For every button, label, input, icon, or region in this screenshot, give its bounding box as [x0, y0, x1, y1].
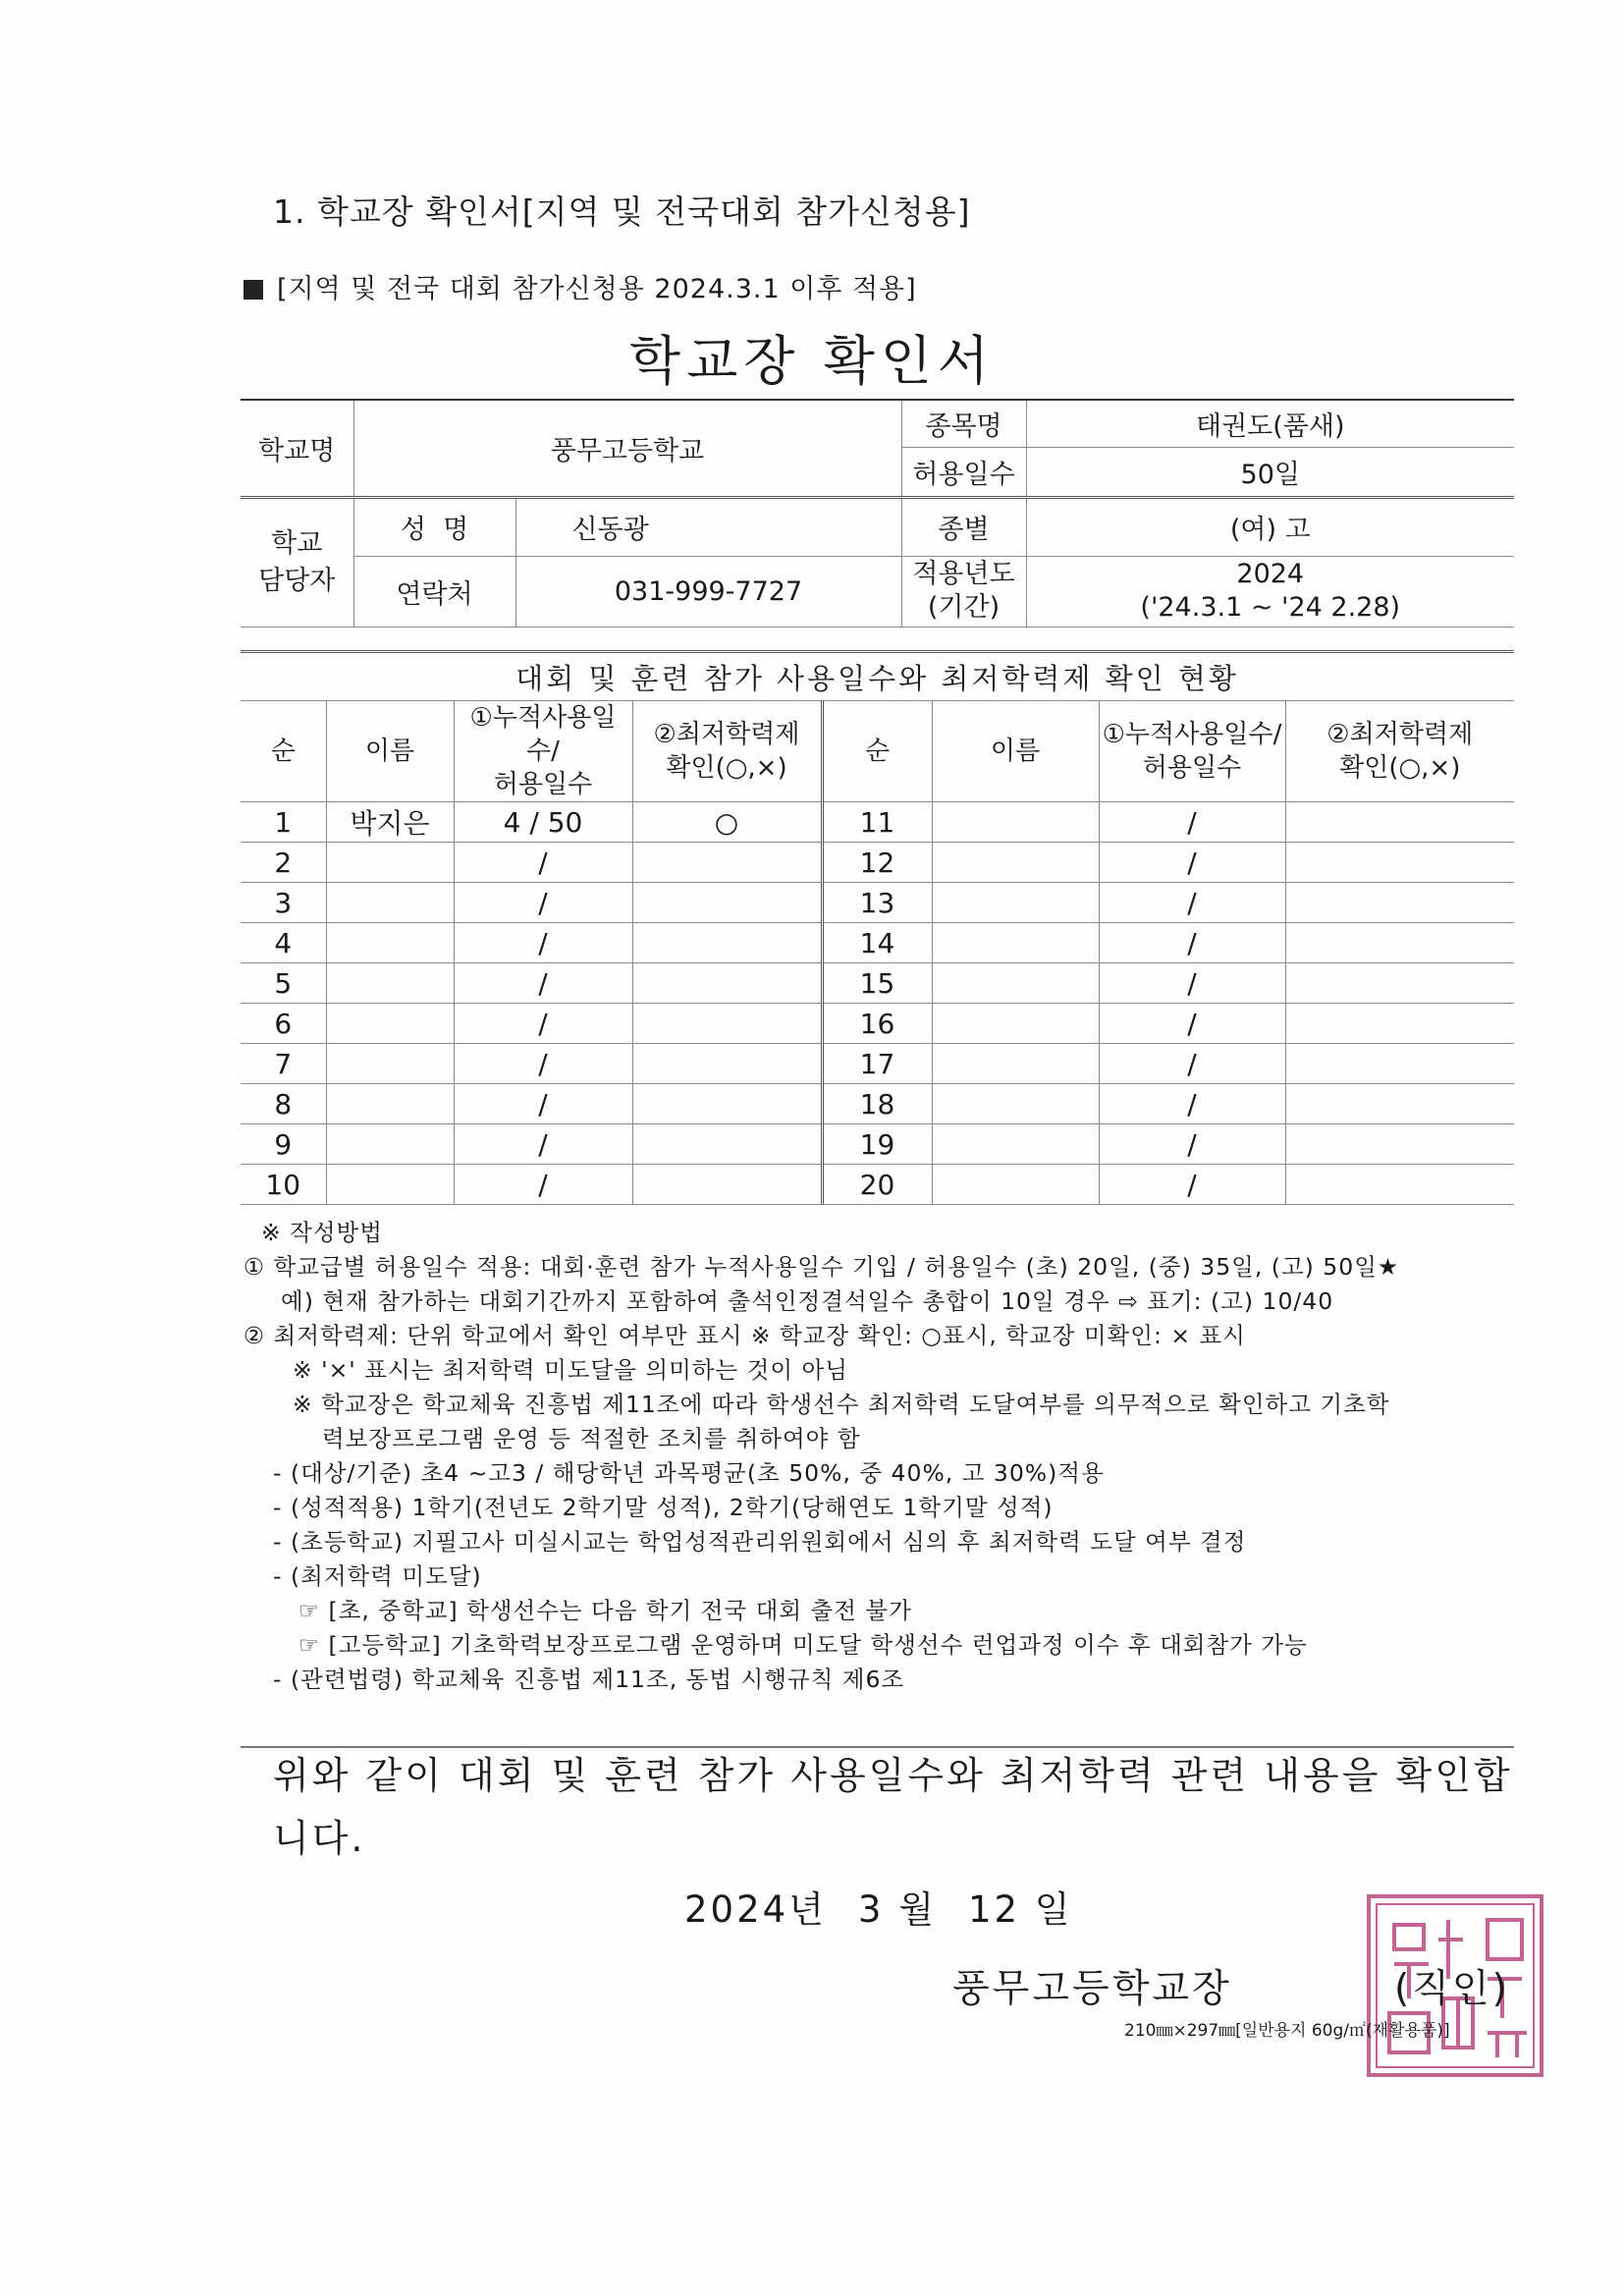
row-min-2: [1285, 802, 1514, 843]
table-row: [241, 883, 1514, 923]
row-min-2: [1285, 1004, 1514, 1044]
event-value: 태권도(품새): [1026, 400, 1514, 447]
status-table-title: 대회 및 훈련 참가 사용일수와 최저학력제 확인 현황: [241, 652, 1514, 701]
note-item: ☞ [초, 중학교] 학생선수는 다음 학기 전국 대회 출전 불가: [298, 1597, 912, 1624]
note-item: - (최저학력 미도달): [273, 1562, 482, 1590]
issue-date: [684, 1880, 1105, 1933]
contact-label: 연락처: [353, 556, 515, 627]
row-no: 10: [241, 1165, 326, 1205]
note-item: 예) 현재 참가하는 대회기간까지 포함하여 출석인정결석일수 총합이 10일 경우 ⇨ 표기: (고) 10/40: [281, 1287, 1334, 1315]
row-days: /: [454, 963, 632, 1004]
principal-name: 풍무고등학교장: [952, 1967, 1232, 2011]
row-name-2: [932, 802, 1099, 843]
row-min: [632, 1084, 822, 1124]
row-days: /: [454, 1044, 632, 1084]
year-label: [901, 556, 1026, 627]
row-no: 3: [241, 883, 326, 923]
row-days: /: [454, 1165, 632, 1205]
col-header-days-2-line1: ①누적사용일수/: [1102, 720, 1282, 749]
row-no-2: 14: [822, 923, 932, 963]
confirmation-statement: 위와 같이 대회 및 훈련 참가 사용일수와 최저학력 관련 내용을 확인합니다.: [273, 1754, 1513, 1860]
note-item: ※ 학교장은 학교체육 진흥법 제11조에 따라 학생선수 최저학력 도달여부를 의무적으로 확인하고 기초학: [293, 1391, 1390, 1418]
table-row: [241, 1004, 1514, 1044]
col-header-min: [632, 701, 822, 802]
row-no-2: 20: [822, 1165, 932, 1205]
row-name: [326, 1004, 454, 1044]
col-header-days-line1: ①누적사용일수/: [469, 703, 617, 766]
status-table: [241, 650, 1514, 1205]
school-name-value: 풍무고등학교: [353, 400, 901, 497]
writing-instructions: [244, 1216, 1540, 1697]
row-name-2: [932, 843, 1099, 883]
row-no: 6: [241, 1004, 326, 1044]
row-min-2: [1285, 923, 1514, 963]
row-no: 2: [241, 843, 326, 883]
gender-label: 종별: [901, 497, 1026, 556]
note-item: - (대상/기준) 초4 ~고3 / 해당학년 과목평균(초 50%, 중 40%, 고 30%)적용: [273, 1459, 1105, 1487]
col-header-name-2: 이름: [932, 701, 1099, 802]
row-days-2: /: [1099, 1044, 1285, 1084]
row-name-2: [932, 1124, 1099, 1165]
year-label-line1: 적용년도: [912, 559, 1015, 589]
note-item: - (성적적용) 1학기(전년도 2학기말 성적), 2학기(당해연도 1학기말 성적): [273, 1494, 1054, 1521]
period-value: ('24.3.1 ~ '24 2.28): [1140, 592, 1401, 623]
table-row: [241, 963, 1514, 1004]
note-item: - (관련법령) 학교체육 진흥법 제11조, 동법 시행규칙 제6조: [273, 1666, 905, 1693]
col-header-min-2-line2: 확인(○,×): [1339, 753, 1461, 783]
col-header-no-2: 순: [822, 701, 932, 802]
row-no-2: 13: [822, 883, 932, 923]
table-row: [241, 843, 1514, 883]
note-item: - (초등학교) 지필고사 미실시교는 학업성적관리위원회에서 심의 후 최저학력 도달 여부 결정: [273, 1528, 1247, 1556]
row-days: /: [454, 1004, 632, 1044]
sub-heading: [244, 267, 917, 305]
row-name: 박지은: [326, 802, 454, 843]
row-no-2: 12: [822, 843, 932, 883]
row-no: 7: [241, 1044, 326, 1084]
row-min-2: [1285, 963, 1514, 1004]
row-min-2: [1285, 1124, 1514, 1165]
row-name: [326, 1124, 454, 1165]
event-label: 종목명: [901, 400, 1026, 447]
manager-label-line1: 학교: [271, 527, 323, 559]
row-min: [632, 923, 822, 963]
row-no-2: 17: [822, 1044, 932, 1084]
note-item: ② 최저학력제: 단위 학교에서 확인 여부만 표시 ※ 학교장 확인: ○표시, 학교장 미확인: × 표시: [244, 1322, 1246, 1349]
row-name: [326, 883, 454, 923]
row-min: [632, 883, 822, 923]
row-name-2: [932, 923, 1099, 963]
table-row: [241, 1165, 1514, 1205]
date-year: 2024년: [684, 1888, 827, 1931]
row-name-2: [932, 963, 1099, 1004]
col-header-min-2: [1285, 701, 1514, 802]
row-name-2: [932, 1165, 1099, 1205]
row-min: [632, 843, 822, 883]
row-no-2: 18: [822, 1084, 932, 1124]
col-header-min-line2: 확인(○,×): [666, 753, 787, 783]
row-name: [326, 963, 454, 1004]
row-name-2: [932, 1004, 1099, 1044]
row-days-2: /: [1099, 802, 1285, 843]
row-no: 1: [241, 802, 326, 843]
col-header-min-2-line1: ②최저학력제: [1326, 720, 1474, 749]
col-header-name: 이름: [326, 701, 454, 802]
row-days-2: /: [1099, 1004, 1285, 1044]
row-name-2: [932, 1044, 1099, 1084]
col-header-days-2-line2: 허용일수: [1142, 753, 1242, 783]
document-title: 학교장 확인서: [628, 330, 996, 392]
col-header-days-2: [1099, 701, 1285, 802]
table-row: [241, 1124, 1514, 1165]
row-min-2: [1285, 1044, 1514, 1084]
row-days-2: /: [1099, 1165, 1285, 1205]
year-label-line2: (기간): [927, 592, 1001, 623]
date-month: 3 월: [857, 1888, 937, 1931]
table-row: [241, 923, 1514, 963]
row-min: [632, 963, 822, 1004]
year-value: [1026, 556, 1514, 627]
row-name: [326, 1044, 454, 1084]
row-days: /: [454, 883, 632, 923]
section-heading: 1. 학교장 확인서[지역 및 전국대회 참가신청용]: [273, 192, 971, 231]
row-name: [326, 843, 454, 883]
name-value: 신동광: [515, 497, 901, 556]
row-min: [632, 1044, 822, 1084]
row-days: 4 / 50: [454, 802, 632, 843]
row-days-2: /: [1099, 1124, 1285, 1165]
row-min: [632, 1004, 822, 1044]
seal-label: (직인): [1394, 1967, 1510, 2011]
contact-value: 031-999-7727: [515, 556, 901, 627]
row-days-2: /: [1099, 843, 1285, 883]
row-name: [326, 1084, 454, 1124]
row-name-2: [932, 1084, 1099, 1124]
row-min: [632, 1165, 822, 1205]
row-days-2: /: [1099, 923, 1285, 963]
row-min: ○: [632, 802, 822, 843]
table-row: [241, 1084, 1514, 1124]
note-item: 력보장프로그램 운영 등 적절한 조치를 취하여야 함: [322, 1425, 861, 1452]
row-days-2: /: [1099, 963, 1285, 1004]
row-no: 5: [241, 963, 326, 1004]
row-no-2: 15: [822, 963, 932, 1004]
date-day: 12 일: [967, 1888, 1073, 1931]
row-min-2: [1285, 843, 1514, 883]
year-value-text: 2024: [1236, 559, 1305, 589]
row-no: 8: [241, 1084, 326, 1124]
row-days-2: /: [1099, 883, 1285, 923]
row-name-2: [932, 883, 1099, 923]
table-row: [241, 1044, 1514, 1084]
row-days: /: [454, 1084, 632, 1124]
row-name: [326, 923, 454, 963]
row-days: /: [454, 1124, 632, 1165]
name-label: 성 명: [353, 497, 515, 556]
row-no-2: 16: [822, 1004, 932, 1044]
row-min: [632, 1124, 822, 1165]
allowed-days-value: 50일: [1026, 447, 1514, 497]
row-min-2: [1285, 1165, 1514, 1205]
row-min-2: [1285, 883, 1514, 923]
row-no: 4: [241, 923, 326, 963]
square-bullet-icon: [244, 280, 263, 300]
sub-heading-text: [지역 및 전국 대회 참가신청용 2024.3.1 이후 적용]: [277, 274, 917, 304]
paper-spec: 210㎜×297㎜[일반용지 60g/㎡(재활용품)]: [1124, 2021, 1450, 2041]
allowed-days-label: 허용일수: [901, 447, 1026, 497]
note-item: ① 학교급별 허용일수 적용: 대회·훈련 참가 누적사용일수 기입 / 허용일수 (초) 20일, (중) 35일, (고) 50일★: [244, 1253, 1399, 1281]
gender-value: (여) 고: [1026, 497, 1514, 556]
row-no-2: 19: [822, 1124, 932, 1165]
row-days-2: /: [1099, 1084, 1285, 1124]
notes-heading: ※ 작성방법: [261, 1219, 383, 1246]
row-no: 9: [241, 1124, 326, 1165]
row-name: [326, 1165, 454, 1205]
col-header-no: 순: [241, 701, 326, 802]
col-header-days: [454, 701, 632, 802]
row-days: /: [454, 923, 632, 963]
col-header-days-line2: 허용일수: [493, 770, 593, 799]
manager-label-line2: 담당자: [258, 565, 336, 596]
note-item: ☞ [고등학교] 기초학력보장프로그램 운영하며 미도달 학생선수 런업과정 이수 후 대회참가 가능: [298, 1631, 1308, 1659]
table-row: [241, 802, 1514, 843]
manager-label: [241, 497, 353, 627]
row-min-2: [1285, 1084, 1514, 1124]
row-no-2: 11: [822, 802, 932, 843]
info-table: [241, 399, 1514, 628]
col-header-min-line1: ②최저학력제: [653, 720, 800, 749]
school-name-label: 학교명: [241, 400, 353, 497]
row-days: /: [454, 843, 632, 883]
note-item: ※ '×' 표시는 최저학력 미도달을 의미하는 것이 아님: [293, 1356, 848, 1384]
